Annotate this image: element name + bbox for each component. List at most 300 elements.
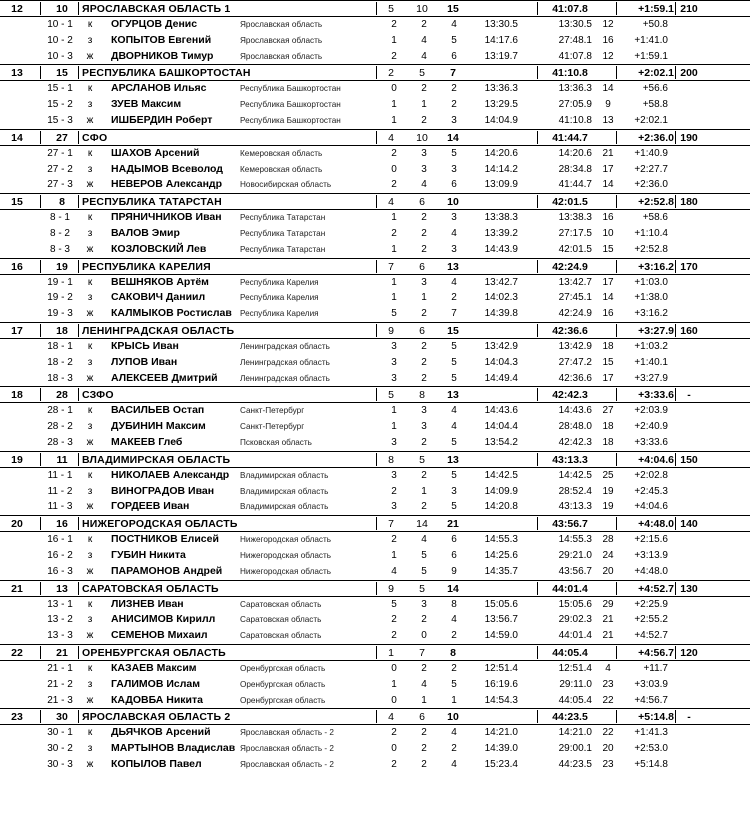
athlete-leg-time: 14:35.7 <box>484 565 518 577</box>
athlete-name: СЕМЕНОВ Михаил <box>111 629 208 642</box>
athlete-row <box>0 484 750 500</box>
athlete-penalty-prone: 2 <box>391 534 397 546</box>
athlete-region: Нижегородская область <box>240 566 332 576</box>
athlete-penalty-total: 4 <box>451 758 457 770</box>
team-penalty-standing: 5 <box>419 67 425 80</box>
athlete-penalty-total: 9 <box>451 565 457 577</box>
athlete-name: ПРЯНИЧНИКОВ Иван <box>111 211 222 224</box>
athlete-penalty-standing: 3 <box>421 147 427 159</box>
team-row-separator <box>40 2 41 15</box>
team-name: РЕСПУБЛИКА КАРЕЛИЯ <box>82 260 211 273</box>
athlete-leg-rank: 28 <box>602 534 614 546</box>
team-name: ЛЕНИНГРАДСКАЯ ОБЛАСТЬ <box>82 324 235 337</box>
athlete-name: КАЗАЕВ Максим <box>111 661 197 674</box>
athlete-cumulative-time: 44:01.4 <box>558 630 592 642</box>
team-row-separator <box>78 582 79 595</box>
athlete-stage: з <box>87 614 93 626</box>
athlete-penalty-standing: 3 <box>421 421 427 433</box>
athlete-gap: +11.7 <box>643 662 668 674</box>
athlete-cumulative-time: 27:05.9 <box>558 99 592 111</box>
athlete-gap: +3:03.9 <box>634 678 668 690</box>
athlete-row <box>0 290 750 306</box>
athlete-stage: к <box>87 212 93 224</box>
team-name: ЯРОСЛАВСКАЯ ОБЛАСТЬ 2 <box>82 711 231 724</box>
athlete-leg-time: 13:38.3 <box>484 212 518 224</box>
athlete-leg-time: 14:21.0 <box>484 727 518 739</box>
athlete-penalty-prone: 1 <box>391 421 397 433</box>
team-row-separator <box>40 66 41 79</box>
athlete-region: Республика Карелия <box>240 277 319 287</box>
athlete-cumulative-time: 29:21.0 <box>558 549 592 561</box>
team-row-separator <box>78 260 79 273</box>
athlete-leg-rank: 23 <box>602 678 614 690</box>
team-block <box>0 193 750 257</box>
team-row-separator <box>376 646 377 659</box>
athlete-penalty-standing: 1 <box>421 485 427 497</box>
athlete-penalty-prone: 1 <box>391 292 397 304</box>
team-block <box>0 0 750 64</box>
athlete-region: Республика Башкортостан <box>240 115 341 125</box>
team-gap: +4:52.7 <box>638 582 674 595</box>
athlete-row <box>0 177 750 193</box>
athlete-penalty-total: 2 <box>451 83 457 95</box>
athlete-penalty-prone: 2 <box>391 727 397 739</box>
athlete-region: Ярославская область - 2 <box>240 728 334 738</box>
athlete-row <box>0 97 750 113</box>
team-points: 190 <box>680 131 698 144</box>
athlete-list <box>0 339 750 386</box>
athlete-bib: 15 - 3 <box>47 114 73 126</box>
athlete-region: Республика Татарстан <box>240 213 326 223</box>
athlete-leg-rank: 16 <box>602 308 614 320</box>
team-row-separator <box>376 195 377 208</box>
athlete-penalty-total: 5 <box>451 340 457 352</box>
athlete-stage: к <box>87 405 93 417</box>
team-row-separator <box>616 195 617 208</box>
athlete-stage: ж <box>86 694 94 706</box>
athlete-leg-rank: 19 <box>602 501 614 513</box>
team-penalty-total: 15 <box>447 3 459 15</box>
athlete-name: ЗУЕВ Максим <box>111 98 182 111</box>
athlete-row <box>0 532 750 548</box>
athlete-penalty-standing: 3 <box>421 276 427 288</box>
athlete-penalty-standing: 2 <box>421 227 427 239</box>
athlete-penalty-prone: 2 <box>391 485 397 497</box>
team-name: РЕСПУБЛИКА БАШКОРТОСТАН <box>82 67 251 80</box>
athlete-stage: з <box>87 99 93 111</box>
team-place: 23 <box>11 711 23 724</box>
athlete-cumulative-time: 41:44.7 <box>558 179 592 191</box>
athlete-row <box>0 210 750 226</box>
team-row-separator <box>675 582 676 595</box>
athlete-region: Республика Башкортостан <box>240 100 341 110</box>
athlete-row <box>0 468 750 484</box>
athlete-stage: к <box>87 83 93 95</box>
team-points: 150 <box>680 453 698 466</box>
athlete-region: Республика Карелия <box>240 309 319 319</box>
team-penalty-standing: 6 <box>419 260 425 273</box>
team-row-separator <box>675 2 676 15</box>
team-block <box>0 258 750 322</box>
athlete-penalty-prone: 1 <box>391 405 397 417</box>
team-bib: 10 <box>56 3 68 15</box>
athlete-penalty-prone: 2 <box>391 147 397 159</box>
team-bib: 13 <box>56 582 68 595</box>
athlete-gap: +5:14.8 <box>634 758 668 770</box>
athlete-name: КОПЫТОВ Евгений <box>111 33 212 46</box>
athlete-leg-rank: 21 <box>602 614 614 626</box>
athlete-cumulative-time: 13:42.9 <box>558 340 592 352</box>
athlete-row <box>0 597 750 613</box>
athlete-penalty-standing: 2 <box>421 758 427 770</box>
athlete-leg-time: 14:25.6 <box>484 549 518 561</box>
team-penalty-prone: 1 <box>388 646 394 659</box>
athlete-region: Нижегородская область <box>240 550 332 560</box>
athlete-leg-rank: 16 <box>602 34 614 46</box>
athlete-stage: к <box>87 147 93 159</box>
athlete-penalty-standing: 1 <box>421 99 427 111</box>
team-gap: +2:02.1 <box>638 67 674 80</box>
athlete-bib: 28 - 1 <box>47 405 73 417</box>
team-row-separator <box>616 453 617 466</box>
team-penalty-total: 10 <box>447 196 459 209</box>
athlete-row <box>0 725 750 741</box>
athlete-row <box>0 275 750 291</box>
athlete-leg-rank: 27 <box>602 405 614 417</box>
athlete-stage: з <box>87 163 93 175</box>
athlete-cumulative-time: 41:07.8 <box>558 50 592 62</box>
athlete-leg-rank: 15 <box>602 356 614 368</box>
athlete-penalty-prone: 0 <box>391 163 397 175</box>
athlete-name: КРЫСЬ Иван <box>111 339 179 352</box>
athlete-gap: +1:38.0 <box>634 292 668 304</box>
athlete-leg-time: 14:54.3 <box>484 694 518 706</box>
athlete-leg-time: 14:04.9 <box>484 114 518 126</box>
athlete-cumulative-time: 14:21.0 <box>558 727 592 739</box>
athlete-stage: к <box>87 340 93 352</box>
athlete-gap: +2:02.1 <box>634 114 668 126</box>
team-block <box>0 386 750 450</box>
athlete-name: КОЗЛОВСКИЙ Лев <box>111 242 207 255</box>
team-row-separator <box>537 388 538 401</box>
team-row-separator <box>675 453 676 466</box>
athlete-stage: ж <box>86 114 94 126</box>
athlete-penalty-total: 2 <box>451 630 457 642</box>
athlete-penalty-prone: 1 <box>391 212 397 224</box>
athlete-penalty-standing: 2 <box>421 662 427 674</box>
athlete-leg-time: 13:56.7 <box>484 614 518 626</box>
team-gap: +2:52.8 <box>638 196 674 209</box>
athlete-gap: +2:15.6 <box>634 534 668 546</box>
athlete-penalty-total: 5 <box>451 147 457 159</box>
athlete-cumulative-time: 13:36.3 <box>558 83 592 95</box>
athlete-name: ВАЛОВ Эмир <box>111 226 180 239</box>
team-row-separator <box>537 195 538 208</box>
athlete-gap: +3:33.6 <box>634 436 668 448</box>
athlete-leg-time: 13:42.7 <box>484 276 518 288</box>
athlete-penalty-standing: 4 <box>421 534 427 546</box>
athlete-region: Оренбургская область <box>240 663 326 673</box>
athlete-row <box>0 499 750 515</box>
athlete-gap: +4:04.6 <box>634 501 668 513</box>
team-row-separator <box>616 582 617 595</box>
team-points: - <box>687 711 691 724</box>
team-row-separator <box>616 388 617 401</box>
athlete-penalty-prone: 0 <box>391 83 397 95</box>
athlete-penalty-prone: 3 <box>391 356 397 368</box>
team-bib: 18 <box>56 324 68 337</box>
team-time: 41:44.7 <box>552 131 588 144</box>
athlete-penalty-total: 7 <box>451 308 457 320</box>
athlete-penalty-standing: 5 <box>421 565 427 577</box>
athlete-penalty-prone: 0 <box>391 694 397 706</box>
athlete-region: Ярославская область <box>240 51 323 61</box>
athlete-row <box>0 661 750 677</box>
athlete-cumulative-time: 27:17.5 <box>558 227 592 239</box>
athlete-bib: 15 - 2 <box>47 99 73 111</box>
athlete-leg-time: 14:17.6 <box>484 34 518 46</box>
team-row-separator <box>537 582 538 595</box>
athlete-row <box>0 403 750 419</box>
athlete-leg-time: 13:19.7 <box>484 50 518 62</box>
athlete-penalty-prone: 3 <box>391 340 397 352</box>
team-penalty-standing: 5 <box>419 582 425 595</box>
athlete-penalty-prone: 2 <box>391 227 397 239</box>
team-penalty-prone: 9 <box>388 582 394 595</box>
team-time: 42:36.6 <box>552 324 588 337</box>
athlete-leg-time: 14:04.4 <box>484 421 518 433</box>
athlete-gap: +58.6 <box>642 212 668 224</box>
team-row-separator <box>376 260 377 273</box>
team-row-separator <box>40 195 41 208</box>
team-penalty-total: 15 <box>447 324 459 337</box>
athlete-penalty-total: 3 <box>451 485 457 497</box>
athlete-stage: з <box>87 227 93 239</box>
athlete-region: Ленинградская область <box>240 373 330 383</box>
athlete-penalty-total: 4 <box>451 19 457 30</box>
team-points: 160 <box>680 324 698 337</box>
athlete-penalty-standing: 3 <box>421 405 427 417</box>
athlete-leg-rank: 17 <box>602 163 614 175</box>
athlete-penalty-total: 3 <box>451 114 457 126</box>
team-points: 210 <box>680 3 698 15</box>
athlete-penalty-standing: 2 <box>421 743 427 755</box>
team-block <box>0 515 750 579</box>
athlete-row <box>0 371 750 387</box>
athlete-penalty-prone: 2 <box>391 19 397 30</box>
team-penalty-standing: 6 <box>419 711 425 724</box>
team-row-separator <box>78 517 79 530</box>
athlete-stage: ж <box>86 630 94 642</box>
athlete-penalty-total: 5 <box>451 372 457 384</box>
team-penalty-total: 10 <box>447 711 459 724</box>
team-gap: +3:27.9 <box>638 324 674 337</box>
athlete-penalty-prone: 2 <box>391 630 397 642</box>
athlete-leg-time: 14:14.2 <box>484 163 518 175</box>
athlete-row <box>0 146 750 162</box>
athlete-cumulative-time: 28:34.8 <box>558 163 592 175</box>
athlete-leg-rank: 29 <box>602 598 614 610</box>
athlete-penalty-prone: 3 <box>391 501 397 513</box>
athlete-leg-time: 14:55.3 <box>484 534 518 546</box>
team-row-separator <box>616 260 617 273</box>
athlete-gap: +2:25.9 <box>634 598 668 610</box>
team-place: 22 <box>11 646 23 659</box>
team-penalty-standing: 5 <box>419 453 425 466</box>
team-row <box>0 258 750 275</box>
team-name: ОРЕНБУРГСКАЯ ОБЛАСТЬ <box>82 646 226 659</box>
team-row-separator <box>376 131 377 144</box>
athlete-stage: к <box>87 469 93 481</box>
athlete-gap: +1:41.0 <box>634 34 668 46</box>
athlete-penalty-total: 4 <box>451 276 457 288</box>
athlete-stage: к <box>87 19 93 30</box>
athlete-gap: +1:03.0 <box>634 276 668 288</box>
team-points: 170 <box>680 260 698 273</box>
athlete-penalty-total: 1 <box>451 694 457 706</box>
team-place: 12 <box>11 3 23 15</box>
athlete-penalty-total: 6 <box>451 549 457 561</box>
athlete-gap: +3:27.9 <box>634 372 668 384</box>
athlete-gap: +1:59.1 <box>634 50 668 62</box>
team-row-separator <box>40 388 41 401</box>
athlete-leg-rank: 16 <box>602 212 614 224</box>
athlete-gap: +3:16.2 <box>634 308 668 320</box>
athlete-cumulative-time: 42:01.5 <box>558 243 592 255</box>
athlete-name: МАРТЫНОВ Владислав <box>111 742 236 755</box>
athlete-bib: 18 - 3 <box>47 372 73 384</box>
athlete-penalty-total: 4 <box>451 227 457 239</box>
athlete-penalty-prone: 1 <box>391 34 397 46</box>
team-gap: +3:16.2 <box>638 260 674 273</box>
athlete-penalty-total: 4 <box>451 614 457 626</box>
athlete-leg-time: 14:49.4 <box>484 372 518 384</box>
athlete-gap: +1:40.9 <box>634 147 668 159</box>
athlete-cumulative-time: 27:47.2 <box>558 356 592 368</box>
athlete-name: САКОВИЧ Даниил <box>111 291 206 304</box>
team-row-separator <box>616 710 617 723</box>
team-penalty-prone: 5 <box>388 389 394 402</box>
athlete-bib: 21 - 1 <box>47 662 73 674</box>
athlete-leg-rank: 13 <box>602 114 614 126</box>
athlete-region: Саратовская область <box>240 599 322 609</box>
athlete-bib: 16 - 2 <box>47 549 73 561</box>
athlete-cumulative-time: 15:05.6 <box>558 598 592 610</box>
team-place: 20 <box>11 518 23 531</box>
team-penalty-total: 14 <box>447 582 459 595</box>
team-row-separator <box>40 260 41 273</box>
athlete-leg-time: 14:09.9 <box>484 485 518 497</box>
team-time: 44:05.4 <box>552 646 588 659</box>
athlete-leg-rank: 18 <box>602 340 614 352</box>
team-row-separator <box>376 324 377 337</box>
team-time: 41:10.8 <box>552 67 588 80</box>
athlete-penalty-standing: 4 <box>421 179 427 191</box>
team-row-separator <box>616 324 617 337</box>
team-row-separator <box>537 324 538 337</box>
athlete-penalty-standing: 2 <box>421 114 427 126</box>
team-gap: +4:56.7 <box>638 646 674 659</box>
athlete-stage: з <box>87 34 93 46</box>
athlete-region: Санкт-Петербург <box>240 422 305 432</box>
athlete-leg-rank: 12 <box>602 19 614 30</box>
team-points: 200 <box>680 67 698 80</box>
athlete-leg-time: 13:29.5 <box>484 99 518 111</box>
team-row-separator <box>376 582 377 595</box>
athlete-leg-rank: 21 <box>602 630 614 642</box>
athlete-bib: 27 - 3 <box>47 179 73 191</box>
athlete-penalty-prone: 1 <box>391 114 397 126</box>
team-row-separator <box>537 710 538 723</box>
team-penalty-total: 21 <box>447 518 459 531</box>
athlete-gap: +4:52.7 <box>634 630 668 642</box>
athlete-row <box>0 612 750 628</box>
team-time: 42:24.9 <box>552 260 588 273</box>
team-place: 21 <box>11 582 23 595</box>
athlete-gap: +1:03.2 <box>634 340 668 352</box>
athlete-row <box>0 435 750 451</box>
athlete-name: ОГУРЦОВ Денис <box>111 18 198 30</box>
team-bib: 30 <box>56 711 68 724</box>
athlete-penalty-total: 5 <box>451 678 457 690</box>
team-name: СФО <box>82 131 108 144</box>
athlete-penalty-prone: 2 <box>391 614 397 626</box>
athlete-row <box>0 548 750 564</box>
team-row-separator <box>40 131 41 144</box>
team-time: 43:56.7 <box>552 518 588 531</box>
athlete-list <box>0 532 750 579</box>
athlete-gap: +4:48.0 <box>634 565 668 577</box>
athlete-name: АЛЕКСЕЕВ Дмитрий <box>111 371 218 384</box>
team-row-separator <box>40 324 41 337</box>
team-row-separator <box>675 710 676 723</box>
team-penalty-prone: 9 <box>388 324 394 337</box>
team-name: РЕСПУБЛИКА ТАТАРСТАН <box>82 196 222 209</box>
athlete-penalty-prone: 2 <box>391 50 397 62</box>
team-row-separator <box>616 646 617 659</box>
athlete-penalty-standing: 1 <box>421 292 427 304</box>
athlete-region: Республика Башкортостан <box>240 84 341 94</box>
athlete-bib: 16 - 3 <box>47 565 73 577</box>
team-time: 44:23.5 <box>552 711 588 724</box>
athlete-leg-rank: 24 <box>602 549 614 561</box>
team-row <box>0 129 750 146</box>
athlete-penalty-total: 5 <box>451 356 457 368</box>
athlete-list <box>0 468 750 515</box>
athlete-leg-time: 14:59.0 <box>484 630 518 642</box>
athlete-stage: з <box>87 356 93 368</box>
athlete-penalty-standing: 2 <box>421 340 427 352</box>
team-row-separator <box>78 2 79 15</box>
athlete-penalty-standing: 4 <box>421 50 427 62</box>
athlete-row <box>0 226 750 242</box>
team-block <box>0 322 750 386</box>
team-row-separator <box>40 646 41 659</box>
team-penalty-prone: 7 <box>388 518 394 531</box>
athlete-penalty-total: 4 <box>451 421 457 433</box>
athlete-penalty-total: 5 <box>451 34 457 46</box>
athlete-cumulative-time: 42:24.9 <box>558 308 592 320</box>
athlete-penalty-standing: 2 <box>421 243 427 255</box>
team-row-separator <box>40 710 41 723</box>
athlete-name: ДВОРНИКОВ Тимур <box>111 49 214 62</box>
team-bib: 27 <box>56 131 68 144</box>
athlete-cumulative-time: 29:11.0 <box>559 678 592 690</box>
athlete-bib: 27 - 1 <box>47 147 73 159</box>
athlete-name: АНИСИМОВ Кирилл <box>111 613 216 626</box>
team-row-separator <box>675 517 676 530</box>
athlete-stage: з <box>87 549 93 561</box>
